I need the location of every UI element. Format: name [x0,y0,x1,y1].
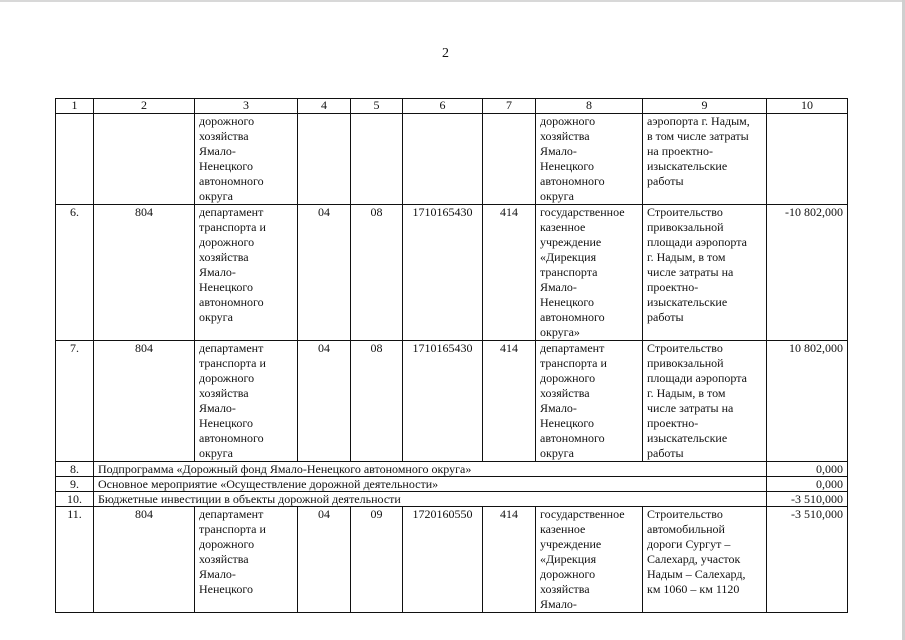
row-number: 10. [56,492,94,507]
target-code-cell: 1710165430 [403,341,483,462]
object-cell: Строительство привокзальной площади аэропорта г. Надым, в том числе затраты на проектно- изыскательские работы [643,205,767,341]
header-cell: 10 [767,99,848,114]
subsection-cell: 08 [351,205,403,341]
recipient-cell: дорожного хозяйства Ямало- Ненецкого автономного округа [536,114,643,205]
budget-table [55,98,848,613]
amount-cell: -10 802,000 [767,205,848,341]
dept-cell: департамент транспорта и дорожного хозяйства Ямало- Ненецкого [195,507,298,613]
expense-type-cell: 414 [483,507,536,613]
summary-text: Основное мероприятие «Осуществление дорожной деятельности» [94,477,767,492]
table-row [56,507,848,613]
summary-text: Бюджетные инвестиции в объекты дорожной деятельности [94,492,767,507]
summary-row [56,492,848,507]
row-number: 7. [56,341,94,462]
amount-cell: 10 802,000 [767,341,848,462]
amount-cell: -3 510,000 [767,492,848,507]
recipient-cell: государственное казенное учреждение «Дирекция дорожного хозяйства Ямало- [536,507,643,613]
summary-row [56,462,848,477]
page-number: 2 [442,46,449,61]
section-cell: 04 [298,205,351,341]
header-cell: 7 [483,99,536,114]
dept-cell: департамент транспорта и дорожного хозяйства Ямало- Ненецкого автономного округа [195,341,298,462]
header-cell: 4 [298,99,351,114]
header-cell: 3 [195,99,298,114]
continuation-row [56,114,848,205]
table-row [56,205,848,341]
header-cell: 6 [403,99,483,114]
code-cell: 804 [94,341,195,462]
recipient-cell: департамент транспорта и дорожного хозяйства Ямало- Ненецкого автономного округа [536,341,643,462]
amount-cell: 0,000 [767,462,848,477]
expense-type-cell: 414 [483,205,536,341]
header-cell: 2 [94,99,195,114]
code-cell: 804 [94,205,195,341]
dept-cell: дорожного хозяйства Ямало- Ненецкого автономного округа [195,114,298,205]
code-cell: 804 [94,507,195,613]
expense-type-cell: 414 [483,341,536,462]
scan-top-edge [0,0,905,2]
row-number: 11. [56,507,94,613]
object-cell: аэропорта г. Надым, в том числе затраты на проектно- изыскательские работы [643,114,767,205]
row-number: 9. [56,477,94,492]
target-code-cell: 1710165430 [403,205,483,341]
header-row [56,99,848,114]
header-cell: 8 [536,99,643,114]
dept-cell: департамент транспорта и дорожного хозяйства Ямало- Ненецкого автономного округа [195,205,298,341]
amount-cell: 0,000 [767,477,848,492]
section-cell: 04 [298,341,351,462]
header-cell: 9 [643,99,767,114]
subsection-cell: 09 [351,507,403,613]
header-cell: 1 [56,99,94,114]
object-cell: Строительство автомобильной дороги Сургут – Салехард, участок Надым – Салехард, км 1060 – км 1120 [643,507,767,613]
recipient-cell: государственное казенное учреждение «Дирекция транспорта Ямало- Ненецкого автономного округа» [536,205,643,341]
object-cell: Строительство привокзальной площади аэропорта г. Надым, в том числе затраты на проектно- изыскательские работы [643,341,767,462]
section-cell: 04 [298,507,351,613]
summary-text: Подпрограмма «Дорожный фонд Ямало-Ненецкого автономного округа» [94,462,767,477]
row-number: 6. [56,205,94,341]
subsection-cell: 08 [351,341,403,462]
amount-cell: -3 510,000 [767,507,848,613]
table-row [56,341,848,462]
row-number: 8. [56,462,94,477]
target-code-cell: 1720160550 [403,507,483,613]
summary-row [56,477,848,492]
header-cell: 5 [351,99,403,114]
